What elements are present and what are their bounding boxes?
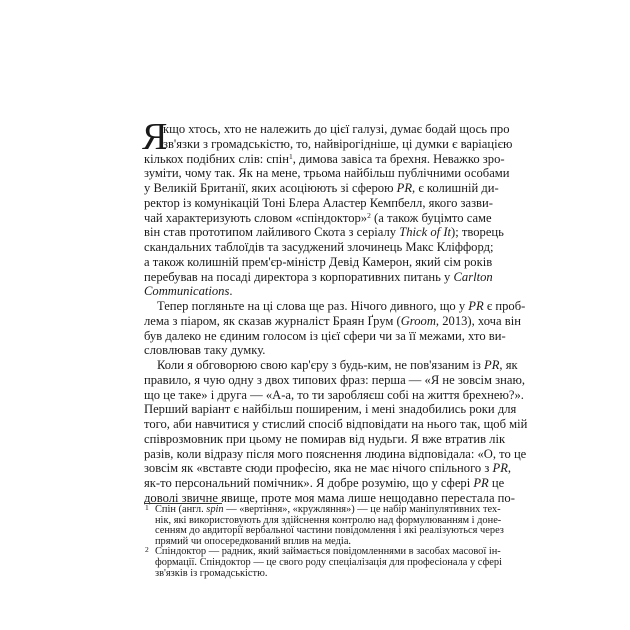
text-line <box>144 254 493 270</box>
text-line <box>144 151 505 167</box>
text-line <box>144 136 513 152</box>
text-run: Перший варіант є найбільш поширеним, і мені знадобились роки для <box>144 402 517 417</box>
text-run: разів, коли відразу після мого пояснення людина відповідала: «О, то це <box>144 446 527 461</box>
text-run: кількох подібних слів: спін <box>144 151 289 166</box>
text-run: а також колишній прем'єр-міністр Девід Камерон, який сім років <box>144 254 493 269</box>
italic-text: Communications <box>144 284 230 299</box>
text-run: Коли я обговорюю свою кар'єру з будь-ким, не пов'язаним із <box>157 358 484 372</box>
italic-text: Groom <box>400 313 436 328</box>
text-run: Спін (англ. <box>155 504 207 515</box>
text-run: , димова завіса та брехня. Неважко зро- <box>292 151 505 166</box>
text-line <box>144 313 521 329</box>
text-line <box>144 122 510 137</box>
text-run: скандальних таблоїдів та засуджений злочинець Макс Кліффорд; <box>144 240 494 254</box>
paragraph <box>144 122 513 299</box>
text-run: ); творець <box>451 225 504 240</box>
text-line <box>144 299 526 314</box>
text-line <box>144 284 484 299</box>
text-line <box>144 387 524 403</box>
text-run: , є колишній ди- <box>412 181 499 195</box>
italic-text: Carlton <box>453 269 493 284</box>
text-run: , <box>507 461 512 476</box>
footnote-reference[interactable]: 2 <box>367 210 371 220</box>
paragraph <box>144 299 526 358</box>
text-line <box>144 402 517 417</box>
footnote-line <box>144 569 484 580</box>
text-line <box>144 210 492 226</box>
text-run: перебував на посаді директора з корпоративних питань у <box>144 269 454 284</box>
text-run: як-то персональний помічник». Я добре розумію, що у сфері <box>144 476 474 490</box>
text-run: у Великій Британії, яких асоціюють зі сферою <box>144 181 397 195</box>
text-line <box>144 181 499 196</box>
footnote-number: 1 <box>145 503 149 512</box>
text-line <box>144 417 528 432</box>
text-run: лема з піаром, як сказав журналіст Браян Ґрум ( <box>144 313 401 328</box>
text-line <box>144 269 493 285</box>
text-run: зовсім як «вставте сюди професію, яка не має нічого спільного з <box>144 461 493 476</box>
text-run: зв'язки з громадськістю, то, найвірогідніше, ці думки є варіацією <box>163 136 513 151</box>
text-run: доволі звичне явище, проте моя мама лише нещодавно перестала по- <box>144 490 515 505</box>
paragraph <box>144 358 528 506</box>
text-run: є проб- <box>483 299 526 313</box>
text-run: що це таке» і друга — «А-а, то ти заробляєш собі на життя брехнею?». <box>144 387 524 402</box>
text-run: словлював таку думку. <box>144 343 266 358</box>
text-line <box>144 461 512 476</box>
drop-cap: Я <box>142 116 168 158</box>
text-line <box>144 431 506 447</box>
text-run: (а також буцімто саме <box>370 210 492 225</box>
text-run: сенням до авдиторії вербальної частини повідомлення і які реалізуються через <box>155 525 504 537</box>
text-line <box>144 166 510 181</box>
text-run: кщо хтось, хто не належить до цієї галузі, думає бодай щось про <box>163 122 510 136</box>
footnote-number: 2 <box>145 545 149 555</box>
text-run: формації. Спіндоктор — це свого роду спеціалізація для професіонала у сфері <box>155 556 502 568</box>
text-run: Спіндоктор — радник, який займається повідомленнями в засобах масової ін- <box>155 546 501 558</box>
text-run: він став прототипом лайливого Скота з серіалу <box>144 225 400 240</box>
italic-text: PR <box>484 358 500 372</box>
text-run: чай характеризують словом «спіндоктор» <box>144 210 368 225</box>
italic-text: PR <box>396 181 413 195</box>
text-run: нік, які використовують для здійснення контролю над формулюванням і доне- <box>155 514 502 526</box>
text-run: прямий чи опосередкований вплив на медіа. <box>155 535 352 547</box>
text-line <box>144 195 493 211</box>
italic-text: PR <box>492 461 508 476</box>
text-run: правило, я чую одну з двох типових фраз: перша — «Я не зовсім знаю, <box>144 372 526 387</box>
text-line <box>144 372 526 388</box>
text-run: зуміти, чому так. Як на мене, трьома найбільш публічними особами <box>144 166 510 181</box>
text-line <box>144 446 527 462</box>
text-line <box>144 328 506 344</box>
text-run: був далеко не єдиним голосом із цієї сфери чи за її межами, хто ви- <box>144 328 506 343</box>
text-run: , як <box>499 358 518 372</box>
italic-text: PR <box>473 476 489 490</box>
text-line <box>144 343 484 358</box>
text-run: . <box>229 284 233 299</box>
text-line <box>144 225 504 240</box>
text-run: Тепер погляньте на ці слова ще раз. Нічого дивного, що у <box>157 299 469 313</box>
footnote <box>144 545 502 579</box>
text-run: зв'язків із громадськістю. <box>155 567 268 579</box>
italic-text: Thick of It <box>399 225 452 240</box>
footnote-reference[interactable]: 1 <box>289 151 293 161</box>
text-run: — «вертіння», «кружляння») — це набір маніпулятивних тех- <box>223 504 501 515</box>
italic-text: spin <box>206 504 224 515</box>
footnotes <box>144 503 504 579</box>
text-run: , 2013), хоча він <box>435 313 521 328</box>
text-line <box>144 240 494 255</box>
footnote <box>144 503 504 547</box>
text-run: того, аби навчитися у стислий спосіб відповідати на нього так, щоб мій <box>144 417 528 431</box>
text-run: співрозмовник при цьому не помирав від нудьги. Я вже втратив лік <box>144 431 506 446</box>
text-run: це <box>488 476 505 490</box>
text-run: ректор із комунікацій Тоні Блера Аластер Кемпбелл, якого зазви- <box>144 195 493 210</box>
text-line <box>144 476 505 491</box>
text-line <box>144 358 518 373</box>
italic-text: PR <box>468 299 484 313</box>
body-text <box>144 122 528 506</box>
